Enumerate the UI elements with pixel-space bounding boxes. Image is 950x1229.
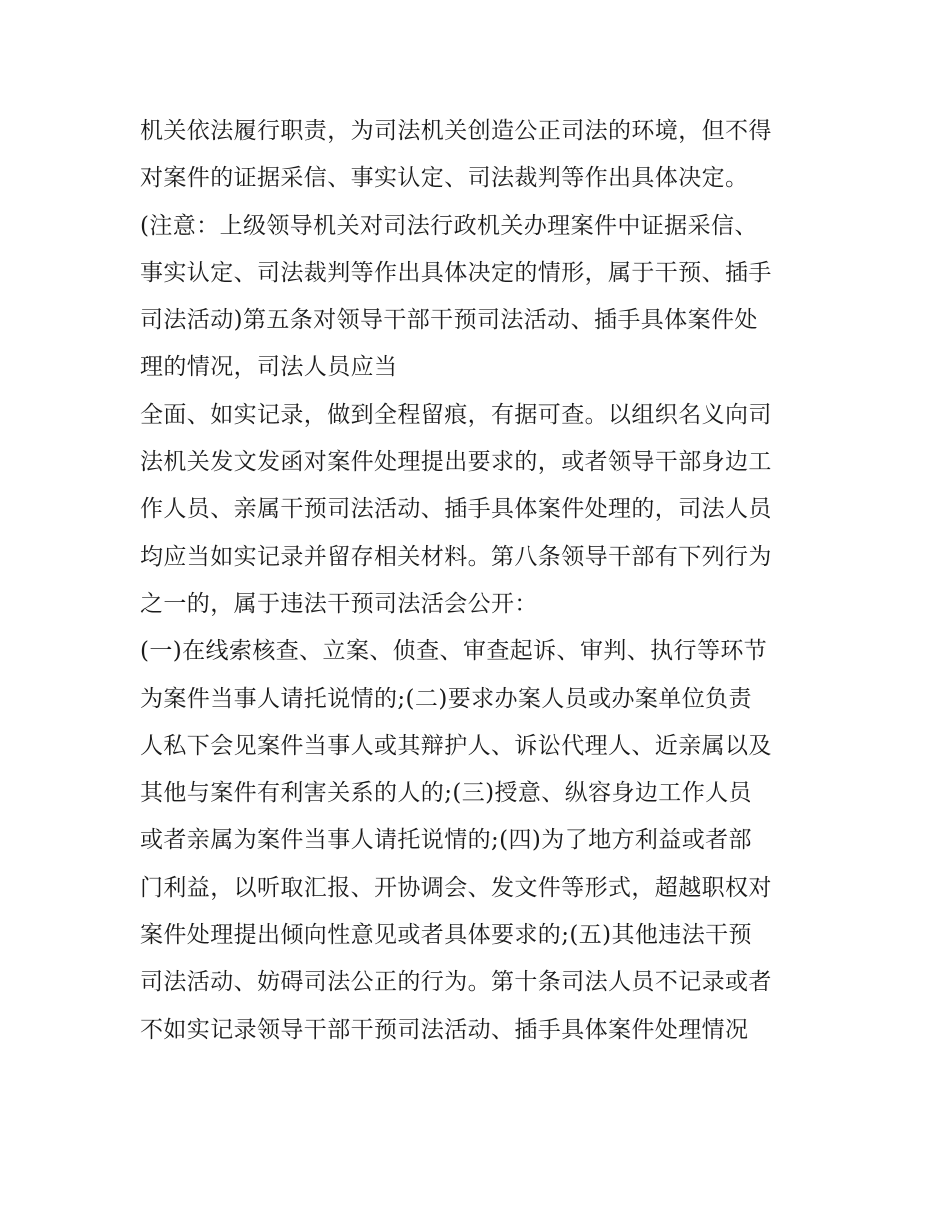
- text-line: 法机关发文发函对案件处理提出要求的，或者领导干部身边工: [140, 449, 772, 476]
- text-line: (一)在线索核查、立案、侦查、审查起诉、审判、执行等环节: [140, 638, 768, 665]
- text-line: (注意：上级领导机关对司法行政机关办理案件中证据采信、: [140, 212, 758, 239]
- document-body: [140, 108, 820, 1054]
- text-line: 之一的，属于违法干预司法活会公开：: [140, 590, 538, 617]
- text-line: 或者亲属为案件当事人请托说情的;(四)为了地方利益或者部: [140, 827, 752, 854]
- text-line: 全面、如实记录，做到全程留痕，有据可查。以组织名义向司: [140, 401, 772, 428]
- text-line: 司法活动)第五条对领导干部干预司法活动、插手具体案件处: [140, 307, 758, 334]
- text-line: 对案件的证据采信、事实认定、司法裁判等作出具体决定。: [140, 165, 749, 192]
- text-line: 不如实记录领导干部干预司法活动、插手具体案件处理情况: [140, 1016, 749, 1043]
- text-line: 其他与案件有利害关系的人的;(三)授意、纵容身边工作人员: [140, 780, 752, 807]
- text-line: 理的情况，司法人员应当: [140, 354, 398, 381]
- text-line: 案件处理提出倾向性意见或者具体要求的;(五)其他违法干预: [140, 922, 752, 949]
- text-line: 为案件当事人请托说情的;(二)要求办案人员或办案单位负责: [140, 685, 752, 712]
- text-line: 机关依法履行职责，为司法机关创造公正司法的环境，但不得: [140, 118, 772, 144]
- text-line: 司法活动、妨碍司法公正的行为。第十条司法人员不记录或者: [140, 969, 772, 996]
- text-line: 事实认定、司法裁判等作出具体决定的情形，属于干预、插手: [140, 259, 772, 286]
- text-line: 作人员、亲属干预司法活动、插手具体案件处理的，司法人员: [140, 496, 772, 523]
- text-line: 门利益，以听取汇报、开协调会、发文件等形式，超越职权对: [140, 874, 772, 901]
- text-line: 均应当如实记录并留存相关材料。第八条领导干部有下列行为: [140, 543, 772, 570]
- text-line: 人私下会见案件当事人或其辩护人、诉讼代理人、近亲属以及: [140, 732, 772, 759]
